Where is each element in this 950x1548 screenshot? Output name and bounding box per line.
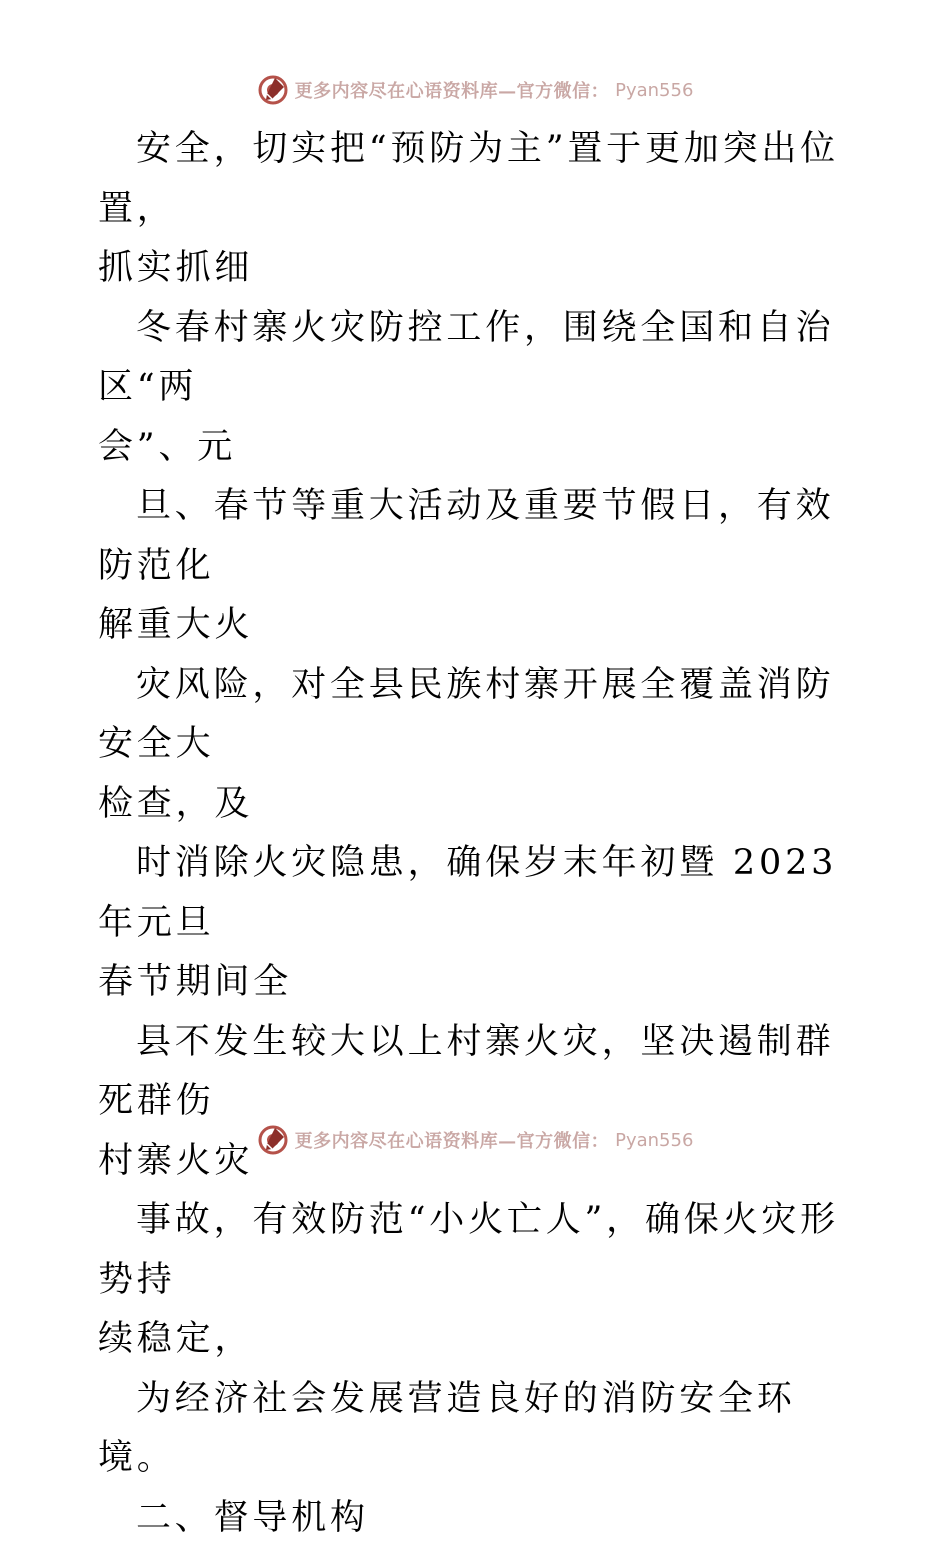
pen-logo-icon (257, 74, 289, 106)
body-text (98, 120, 858, 1548)
line-5-part-1: 时消除火灾隐患，确保岁末年初暨 2023 年元旦 (98, 843, 837, 943)
line-5-part-2: 春节期间全 (98, 953, 858, 1013)
line-2-part-1: 冬春村寨火灾防控工作，围绕全国和自治区“两 (98, 308, 834, 408)
watermark-wechat-id: Pyan556 (615, 1130, 693, 1151)
watermark-wechat-id: Pyan556 (615, 80, 693, 101)
watermark-text: 更多内容尽在心语资料库—官方微信： (295, 77, 610, 103)
line-6-part-1: 县不发生较大以上村寨火灾，坚决遏制群死群伤 (98, 1022, 834, 1122)
paragraph-line-7 (98, 1191, 858, 1370)
paragraph-line-8 (98, 1370, 858, 1489)
line-7-part-1: 事故，有效防范“小火亡人”，确保火灾形势持 (98, 1200, 839, 1300)
section-heading (98, 1489, 858, 1548)
line-8-part-1: 为经济社会发展营造良好的消防安全环境。 (98, 1379, 796, 1479)
header-watermark (0, 70, 950, 110)
section-heading-text: 二、督导机构 (136, 1498, 369, 1538)
paragraph-line-3 (98, 477, 858, 656)
paragraph-line-5 (98, 834, 858, 1013)
line-7-part-2: 续稳定， (98, 1310, 858, 1370)
line-4-part-2: 检查，及 (98, 775, 858, 835)
watermark-text: 更多内容尽在心语资料库—官方微信： (295, 1127, 610, 1153)
line-2-part-2: 会”、元 (98, 418, 858, 478)
line-1-part-1: 安全，切实把“预防为主”置于更加突出位置， (98, 129, 839, 229)
line-1-part-2: 抓实抓细 (98, 239, 858, 299)
paragraph-line-2 (98, 299, 858, 478)
paragraph-line-6 (98, 1013, 858, 1192)
pen-logo-icon (257, 1124, 289, 1156)
footer-watermark (0, 1120, 950, 1160)
paragraph-line-1 (98, 120, 858, 299)
paragraph-line-4 (98, 656, 858, 835)
line-3-part-1: 旦、春节等重大活动及重要节假日，有效防范化 (98, 486, 834, 586)
line-6-part-2: 村寨火灾 (98, 1132, 858, 1192)
line-4-part-1: 灾风险，对全县民族村寨开展全覆盖消防安全大 (98, 665, 834, 765)
line-3-part-2: 解重大火 (98, 596, 858, 656)
